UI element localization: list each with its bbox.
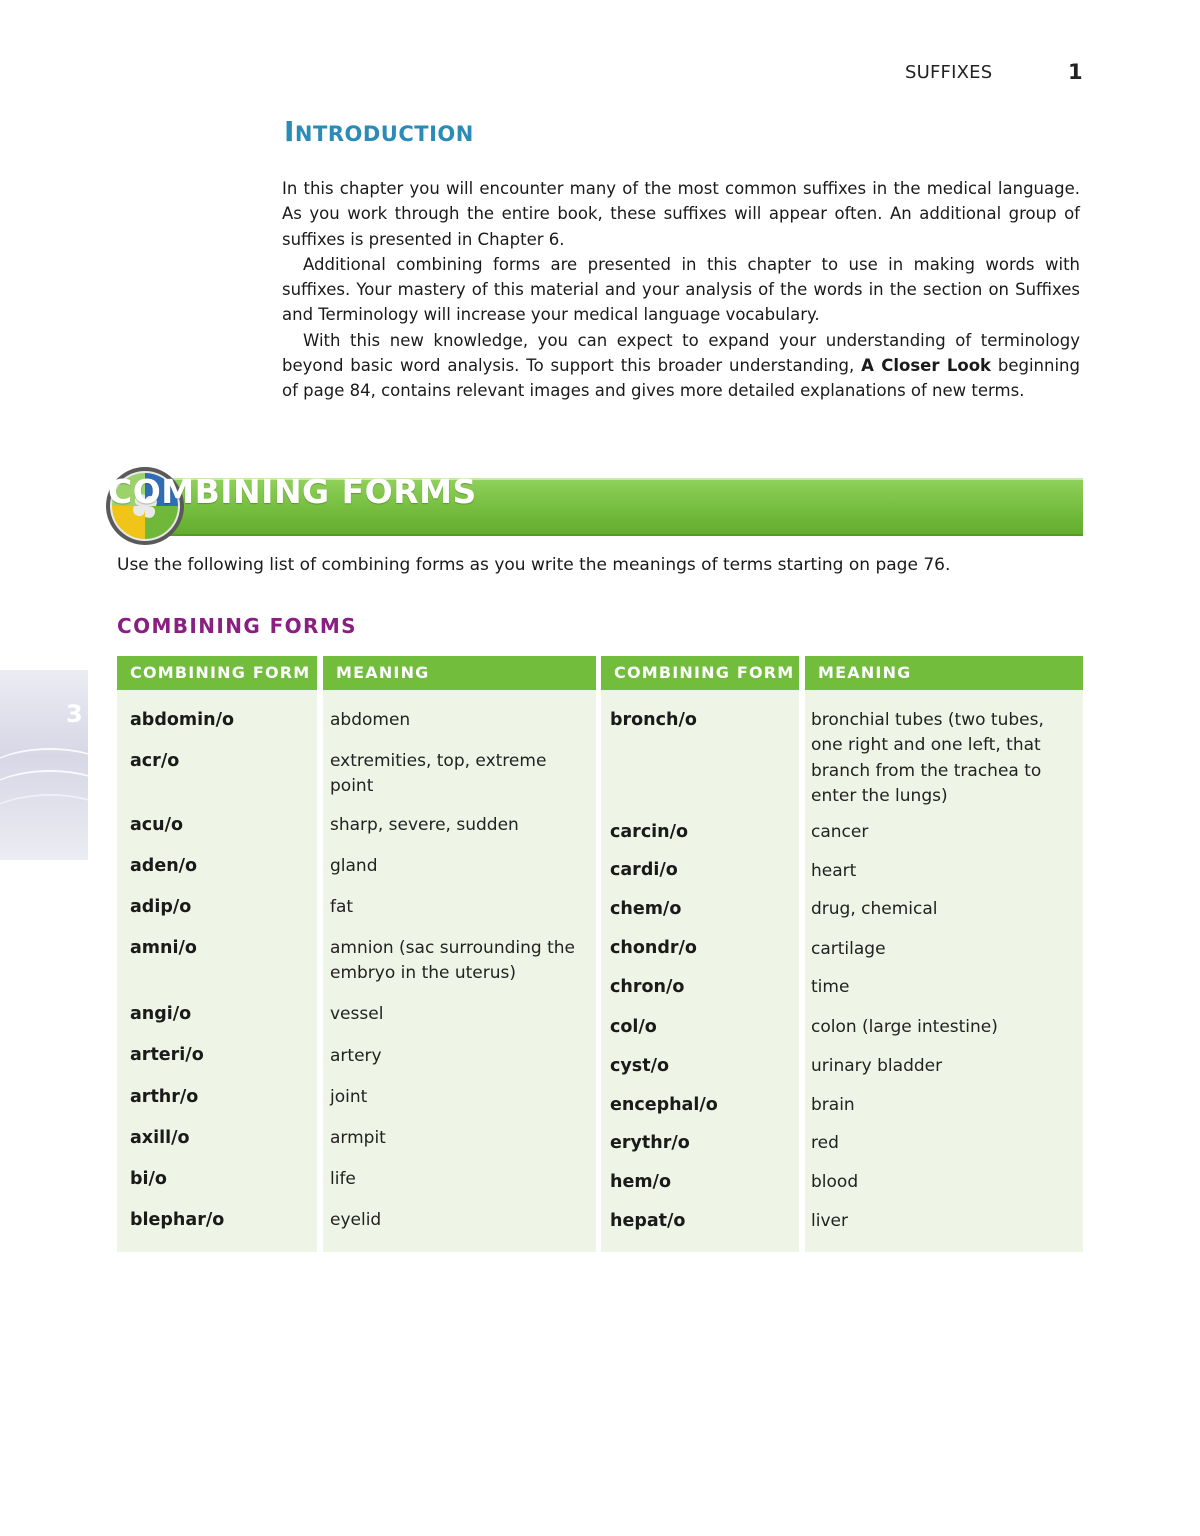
left-term: amni/o bbox=[130, 938, 197, 958]
right-meaning: urinary bladder bbox=[811, 1056, 943, 1076]
right-meaning: bronchial tubes (two tubes, one right and one left, that branch from the trachea to enter the lungs) bbox=[811, 710, 1044, 806]
intro-paragraph-3 bbox=[282, 328, 1080, 404]
right-term: chem/o bbox=[610, 899, 682, 919]
right-meaning: blood bbox=[811, 1172, 859, 1192]
header-combining-form-right: COMBINING FORM bbox=[601, 656, 799, 690]
right-meaning: liver bbox=[811, 1211, 848, 1231]
combining-forms-table bbox=[117, 656, 1083, 1252]
intro-p3-before: With this new knowledge, you can expect to expand your understanding of terminology beyond basic word analysis. To support this broader understanding, bbox=[282, 330, 1080, 376]
left-term: axill/o bbox=[130, 1128, 190, 1148]
right-term: hepat/o bbox=[610, 1211, 686, 1231]
left-meaning: extremities, top, extreme point bbox=[330, 751, 547, 797]
left-term: blephar/o bbox=[130, 1210, 225, 1230]
chapter-tab-number: 3 bbox=[66, 700, 83, 728]
left-meaning: armpit bbox=[330, 1128, 386, 1148]
right-meaning: drug, chemical bbox=[811, 899, 938, 919]
right-term: cardi/o bbox=[610, 860, 678, 880]
left-meaning: fat bbox=[330, 897, 354, 917]
left-term: bi/o bbox=[130, 1169, 167, 1189]
introduction-heading-rest: NTRODUCTION bbox=[294, 122, 474, 146]
a-closer-look-reference: A Closer Look bbox=[861, 356, 991, 376]
right-term: cyst/o bbox=[610, 1056, 669, 1076]
intro-paragraph-2: Additional combining forms are presented in this chapter to use in making words with suffixes. Your mastery of this material and your analysis of the words in the section on Suffixes and Terminology will increase your medical language vocabulary. bbox=[282, 254, 1080, 325]
header-meaning-right: MEANING bbox=[805, 656, 1083, 690]
running-header: SUFFIXES bbox=[905, 62, 993, 83]
left-meaning: amnion (sac surrounding the embryo in the uterus) bbox=[330, 938, 575, 984]
right-term: encephal/o bbox=[610, 1095, 718, 1115]
left-term: angi/o bbox=[130, 1004, 192, 1024]
chapter-side-tab bbox=[0, 670, 88, 860]
introduction-body bbox=[282, 176, 1080, 404]
left-meaning: joint bbox=[330, 1087, 368, 1107]
left-meaning: gland bbox=[330, 856, 378, 876]
left-term: arteri/o bbox=[130, 1045, 204, 1065]
intro-paragraph-1: In this chapter you will encounter many of the most common suffixes in the medical language. As you work through the entire book, these suffixes will appear often. An additional group of suffixes is presented in Chapter 6. bbox=[282, 179, 1080, 249]
introduction-heading bbox=[284, 115, 474, 148]
left-meaning: life bbox=[330, 1169, 356, 1189]
right-meaning: brain bbox=[811, 1095, 855, 1115]
right-term: erythr/o bbox=[610, 1133, 690, 1153]
page-number: 1 bbox=[1068, 60, 1083, 84]
header-combining-form-left: COMBINING FORM bbox=[117, 656, 317, 690]
intro-p3-after: beginning of page 84, contains relevant images and gives more detailed explanations of new terms. bbox=[282, 356, 1080, 401]
right-term: bronch/o bbox=[610, 710, 697, 730]
left-meaning: sharp, severe, sudden bbox=[330, 815, 519, 835]
right-meaning: heart bbox=[811, 861, 857, 881]
right-term: chondr/o bbox=[610, 938, 697, 958]
section-label: COMBINING FORMS bbox=[117, 614, 357, 638]
left-term: adip/o bbox=[130, 897, 192, 917]
left-term: acu/o bbox=[130, 815, 184, 835]
right-meaning: time bbox=[811, 977, 850, 997]
lead-text: Use the following list of combining forms as you write the meanings of terms starting on page 76. bbox=[117, 555, 951, 575]
right-term: col/o bbox=[610, 1017, 657, 1037]
right-term: carcin/o bbox=[610, 822, 689, 842]
right-term: hem/o bbox=[610, 1172, 671, 1192]
introduction-heading-initial: I bbox=[284, 115, 295, 148]
right-meaning: red bbox=[811, 1133, 839, 1153]
left-meaning: eyelid bbox=[330, 1210, 382, 1230]
right-meaning: cancer bbox=[811, 822, 869, 842]
left-term: acr/o bbox=[130, 751, 180, 771]
banner-title: COMBINING FORMS bbox=[108, 472, 477, 511]
right-meaning: colon (large intestine) bbox=[811, 1017, 998, 1037]
left-meaning: artery bbox=[330, 1046, 382, 1066]
right-term: chron/o bbox=[610, 977, 685, 997]
right-meaning: cartilage bbox=[811, 939, 886, 959]
header-meaning-left: MEANING bbox=[323, 656, 596, 690]
left-term: abdomin/o bbox=[130, 710, 234, 730]
left-meaning: abdomen bbox=[330, 710, 411, 730]
left-term: arthr/o bbox=[130, 1087, 199, 1107]
left-meaning: vessel bbox=[330, 1004, 384, 1024]
left-term: aden/o bbox=[130, 856, 198, 876]
